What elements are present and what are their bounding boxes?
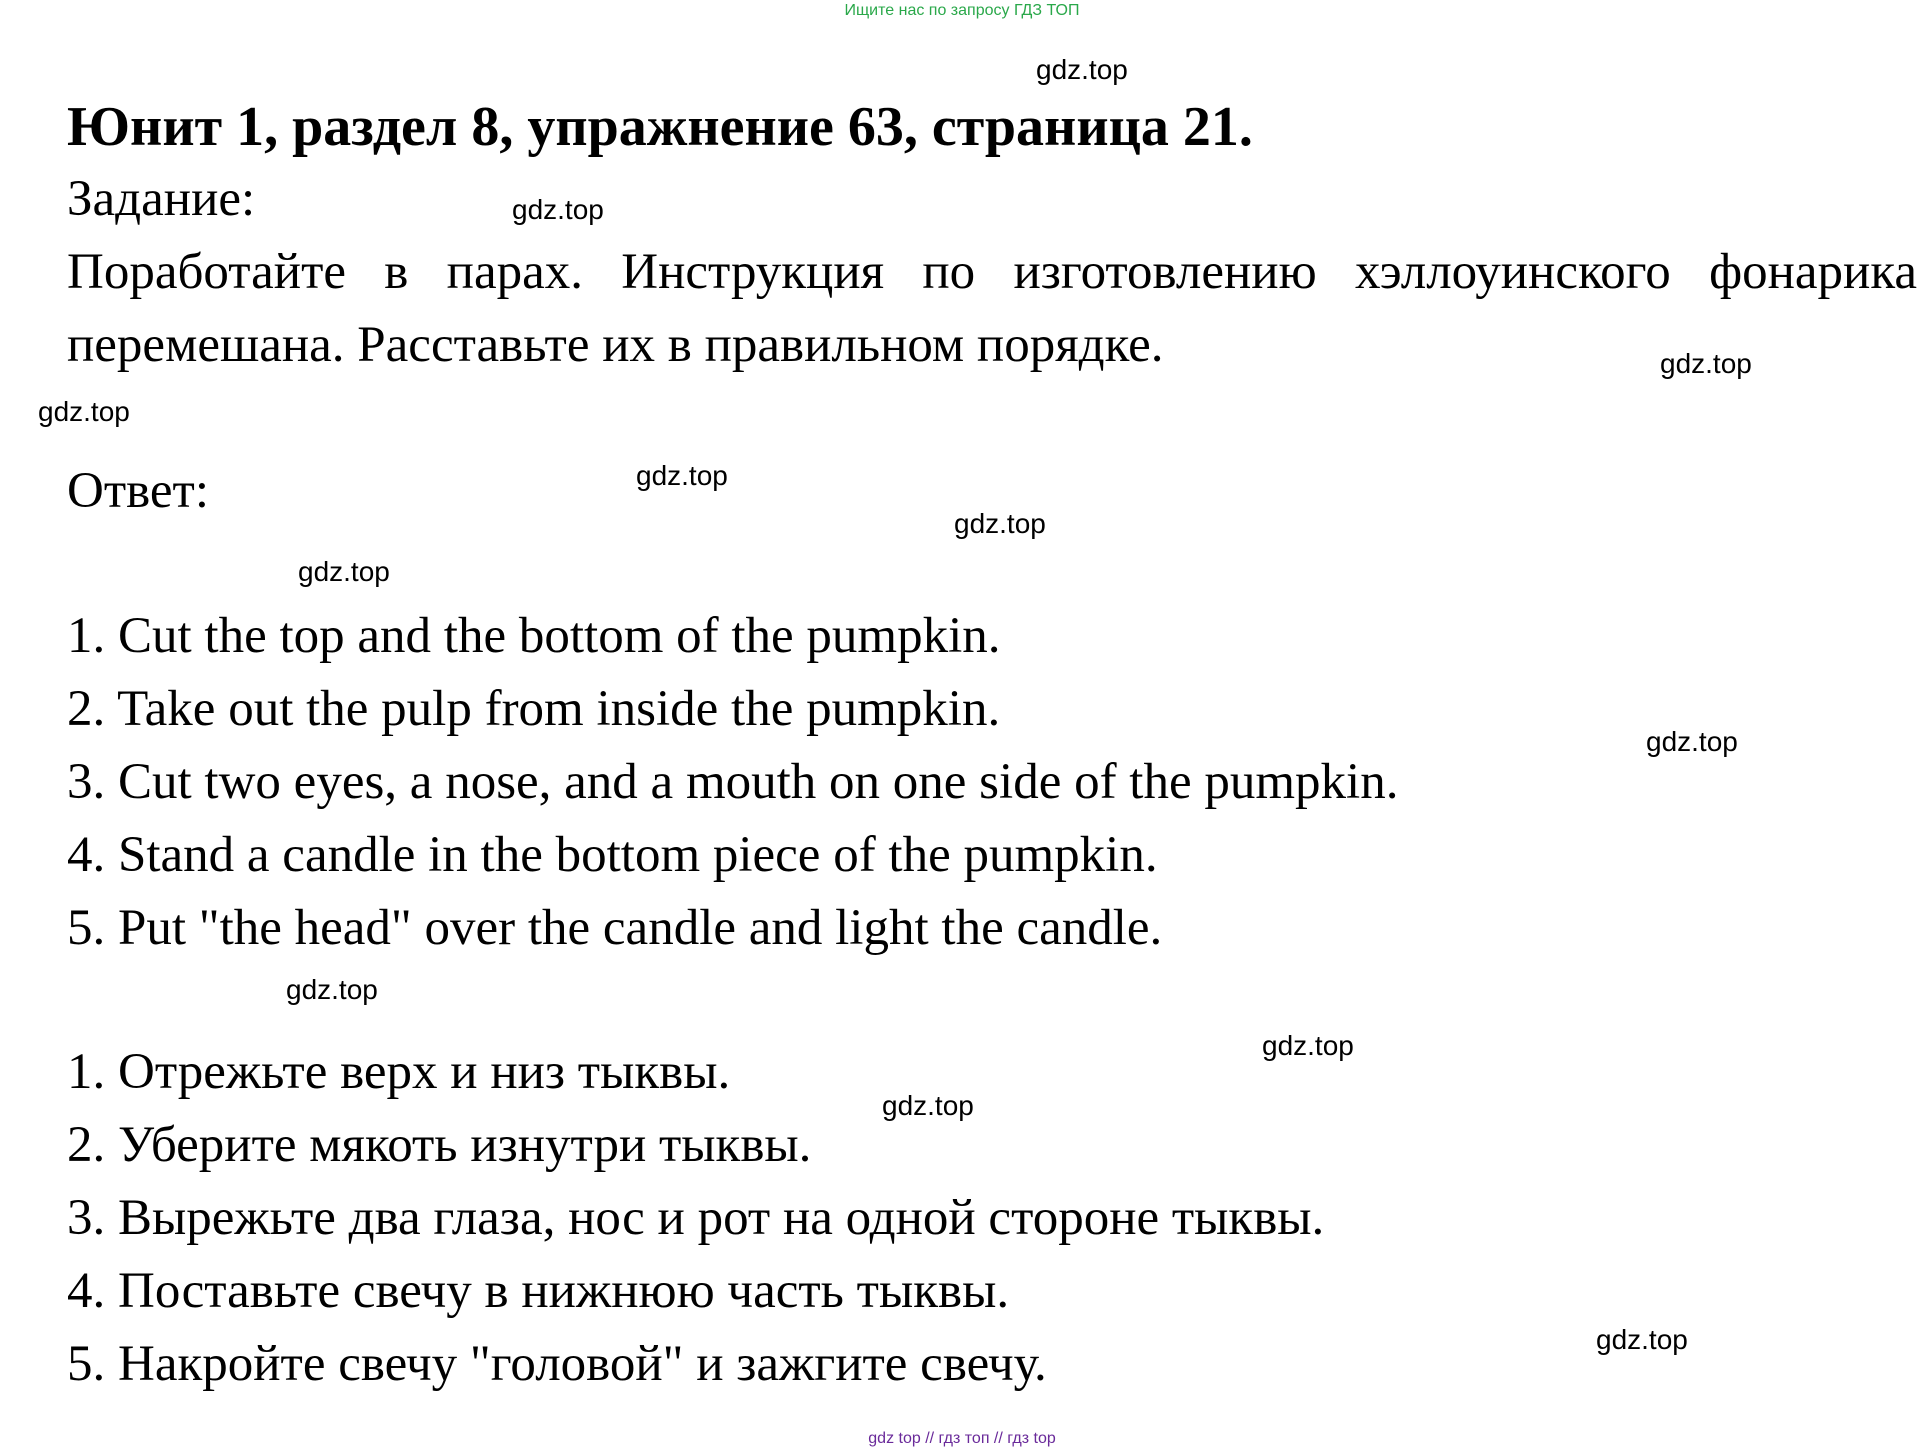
list-item: 5. Накройте свечу "головой" и зажгите свечу.	[67, 1336, 1047, 1392]
answer-list-english	[67, 600, 1398, 965]
watermark: gdz.top	[1036, 54, 1128, 85]
list-item: 3. Вырежьте два глаза, нос и рот на одной стороне тыквы.	[67, 1190, 1325, 1246]
list-item: 1. Cut the top and the bottom of the pumpkin.	[67, 608, 1001, 664]
watermark: gdz.top	[286, 974, 378, 1005]
watermark: gdz.top	[1596, 1324, 1688, 1355]
list-item: 2. Take out the pulp from inside the pumpkin.	[67, 681, 1001, 737]
watermark: gdz.top	[1262, 1030, 1354, 1061]
footer-links[interactable]: gdz top // гдз топ // гдз top	[868, 1430, 1056, 1447]
answer-list-russian	[67, 1036, 1324, 1401]
watermark: gdz.top	[1646, 726, 1738, 757]
list-item: 1. Отрежьте верх и низ тыквы.	[67, 1044, 731, 1100]
watermark: gdz.top	[954, 508, 1046, 539]
watermark: gdz.top	[38, 396, 130, 427]
page-title: Юнит 1, раздел 8, упражнение 63, страница 21.	[67, 96, 1253, 158]
watermark: gdz.top	[1660, 348, 1752, 379]
watermark: gdz.top	[636, 460, 728, 491]
list-item: 4. Stand a candle in the bottom piece of the pumpkin.	[67, 827, 1158, 883]
list-item: 2. Уберите мякоть изнутри тыквы.	[67, 1117, 812, 1173]
top-banner[interactable]: Ищите нас по запросу ГДЗ ТОП	[844, 2, 1080, 19]
watermark: gdz.top	[298, 556, 390, 587]
watermark: gdz.top	[512, 194, 604, 225]
watermark: gdz.top	[882, 1090, 974, 1121]
list-item: 3. Cut two eyes, a nose, and a mouth on one side of the pumpkin.	[67, 754, 1399, 810]
answer-label: Ответ:	[67, 463, 209, 519]
task-label: Задание:	[67, 171, 256, 227]
list-item: 4. Поставьте свечу в нижнюю часть тыквы.	[67, 1263, 1010, 1319]
list-item: 5. Put "the head" over the candle and light the candle.	[67, 900, 1163, 956]
task-text: Поработайте в парах. Инструкция по изготовлению хэллоуинского фонарика перемешана. Расставьте их в правильном порядке.	[67, 244, 1917, 373]
